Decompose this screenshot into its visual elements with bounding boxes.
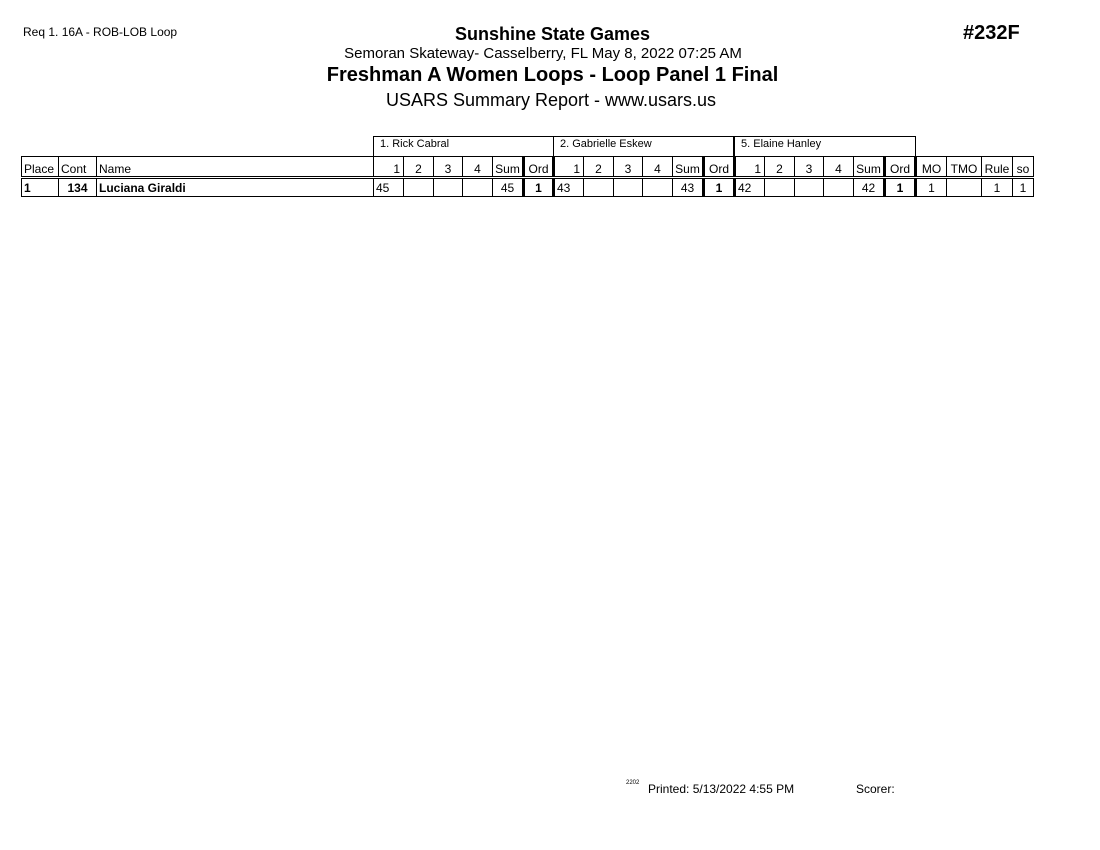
col-j3-1: 1 [735,157,765,178]
j1-ord: 1 [524,178,554,197]
col-so: so [1013,157,1034,178]
j1-score-4 [463,178,493,197]
col-j1-ord: Ord [524,157,554,178]
judge-header-3: 5. Elaine Hanley [734,136,916,156]
place-cell: 1 [22,178,59,197]
col-j3-2: 2 [765,157,795,178]
col-j2-1: 1 [554,157,584,178]
col-j1-1: 1 [374,157,404,178]
printed-timestamp: Printed: 5/13/2022 4:55 PM [648,782,795,796]
j3-ord: 1 [885,178,916,197]
report-title: USARS Summary Report - www.usars.us [385,90,717,110]
name-cell: Luciana Giraldi [97,178,374,197]
col-j2-2: 2 [584,157,614,178]
mo-cell: 1 [916,178,947,197]
col-rule: Rule [982,157,1013,178]
event-number: #232F [963,22,1020,44]
j1-sum: 45 [493,178,524,197]
col-j2-4: 4 [643,157,673,178]
cont-cell: 134 [59,178,97,197]
col-tmo: TMO [947,157,982,178]
col-j1-4: 4 [463,157,493,178]
col-j3-ord: Ord [885,157,916,178]
competition-title: Sunshine State Games [454,24,651,44]
results-table [21,156,1034,197]
col-j1-sum: Sum [493,157,524,178]
col-j2-ord: Ord [704,157,735,178]
tmo-cell [947,178,982,197]
footnote-code: 2202 [626,780,640,786]
col-j2-3: 3 [614,157,643,178]
j2-score-1: 43 [554,178,584,197]
header-row [22,157,1034,178]
j3-score-3 [795,178,824,197]
col-j3-3: 3 [795,157,824,178]
event-name: Freshman A Women Loops - Loop Panel 1 Final [326,64,779,86]
venue-date: Semoran Skateway- Casselberry, FL May 8, 2022 07:25 AM [344,45,742,62]
j3-score-2 [765,178,795,197]
col-name: Name [97,157,374,178]
col-j1-3: 3 [434,157,463,178]
rule-cell: 1 [982,178,1013,197]
j2-score-4 [643,178,673,197]
col-mo: MO [916,157,947,178]
j2-score-3 [614,178,643,197]
j3-sum: 42 [854,178,885,197]
request-label: Req 1. 16A - ROB-LOB Loop [23,25,178,39]
judge-header-2: 2. Gabrielle Eskew [553,136,734,156]
j3-score-1: 42 [735,178,765,197]
so-cell: 1 [1013,178,1034,197]
col-j3-sum: Sum [854,157,885,178]
j1-score-1: 45 [374,178,404,197]
col-cont: Cont [59,157,97,178]
table-row [22,178,1034,197]
j3-score-4 [824,178,854,197]
j1-score-2 [404,178,434,197]
j2-score-2 [584,178,614,197]
scorer-label: Scorer: [856,782,895,796]
col-j1-2: 2 [404,157,434,178]
col-j3-4: 4 [824,157,854,178]
j1-score-3 [434,178,463,197]
judge-header-1: 1. Rick Cabral [373,136,554,156]
j2-ord: 1 [704,178,735,197]
col-place: Place [22,157,59,178]
col-j2-sum: Sum [673,157,704,178]
j2-sum: 43 [673,178,704,197]
